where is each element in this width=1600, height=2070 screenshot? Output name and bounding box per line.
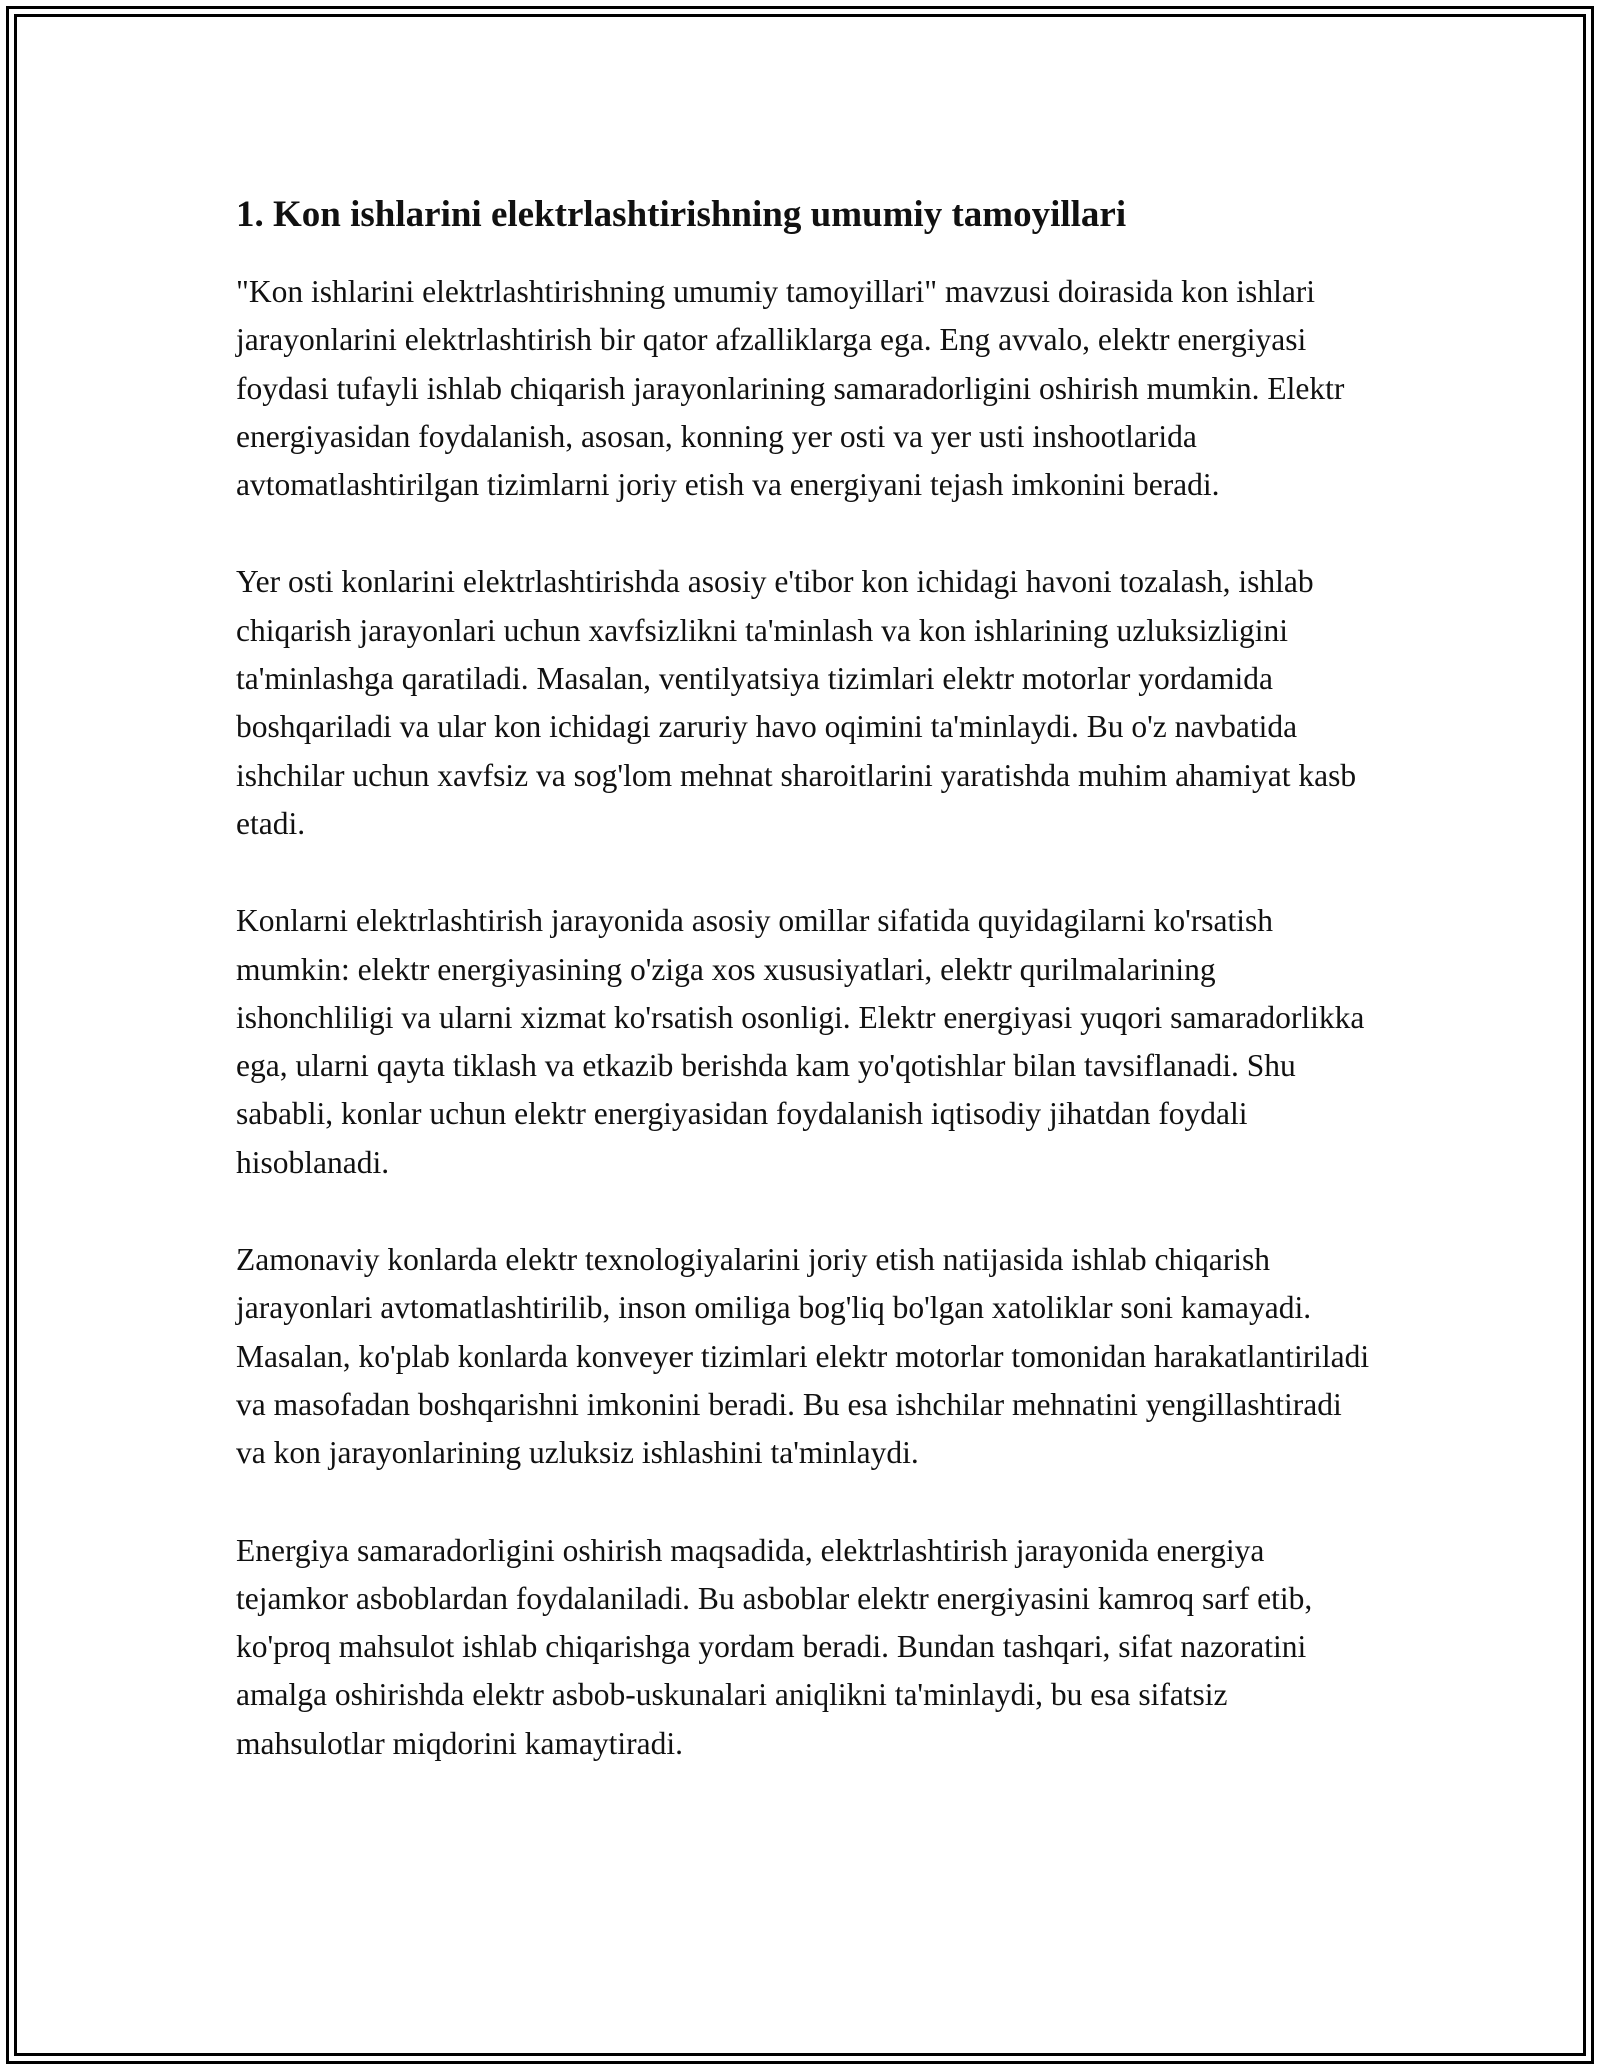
paragraph-5: Energiya samaradorligini oshirish maqsadida, elektrlashtirish jarayonida energiya tejamkor asboblardan foydalaniladi. Bu asboblar elektr energiyasini kamroq sarf etib, ko'proq mahsulot ishlab chiqarishga yordam beradi. Bundan tashqari, sifat nazoratini amalga oshirishda elektr asbob-uskunalari aniqlikni ta'minlaydi, bu esa sifatsiz mahsulotlar miqdorini kamaytiradi.: [236, 1532, 1313, 1761]
paragraph-1: "Kon ishlarini elektrlashtirishning umumiy tamoyillari" mavzusi doirasida kon ishlari jarayonlarini elektrlashtirish bir qator afzalliklarga ega. Eng avvalo, elektr energiyasi foydasi tufayli ishlab chiqarish jarayonlarining samaradorligini oshirish mumkin. Elektr energiyasidan foydalanish, asosan, konning yer osti va yer usti inshootlarida avtomatlashtirilgan tizimlarni joriy etish va energiyani tejash imkonini beradi.: [236, 274, 1345, 503]
paragraph-3: Konlarni elektrlashtirish jarayonida asosiy omillar sifatida quyidagilarni ko'rsatish mumkin: elektr energiyasining o'ziga xos xususiyatlari, elektr qurilmalarining ishonchliligi va ularni xizmat ko'rsatish osonligi. Elektr energiyasi yuqori samaradorlikka ega, ularni qayta tiklash va etkazib berishda kam yo'qotishlar bilan tavsiflanadi. Shu sababli, konlar uchun elektr energiyasidan foydalanish iqtisodiy jihatdan foydali hisoblanadi.: [236, 903, 1365, 1180]
section-heading: 1. Kon ishlarini elektrlashtirishning umumiy tamoyillari: [236, 194, 1127, 235]
paragraph-4: Zamonaviy konlarda elektr texnologiyalarini joriy etish natijasida ishlab chiqarish jarayonlari avtomatlashtirilib, inson omiliga bog'liq bo'lgan xatoliklar soni kamayadi. Masalan, ko'plab konlarda konveyer tizimlari elektr motorlar tomonidan harakatlantiriladi va masofadan boshqarishni imkonini beradi. Bu esa ishchilar mehnatini yengillashtiradi va kon jarayonlarining uzluksiz ishlashini ta'minlaydi.: [236, 1242, 1370, 1471]
paragraph-2: Yer osti konlarini elektrlashtirishda asosiy e'tibor kon ichidagi havoni tozalash, ishlab chiqarish jarayonlari uchun xavfsizlikni ta'minlash va kon ishlarining uzluksizligini ta'minlashga qaratiladi. Masalan, ventilyatsiya tizimlari elektr motorlar yordamida boshqariladi va ular kon ichidagi zaruriy havo oqimini ta'minlaydi. Bu o'z navbatida ishchilar uchun xavfsiz va sog'lom mehnat sharoitlarini yaratishda muhim ahamiyat kasb etadi.: [236, 564, 1357, 841]
document-body: [236, 186, 1376, 1817]
